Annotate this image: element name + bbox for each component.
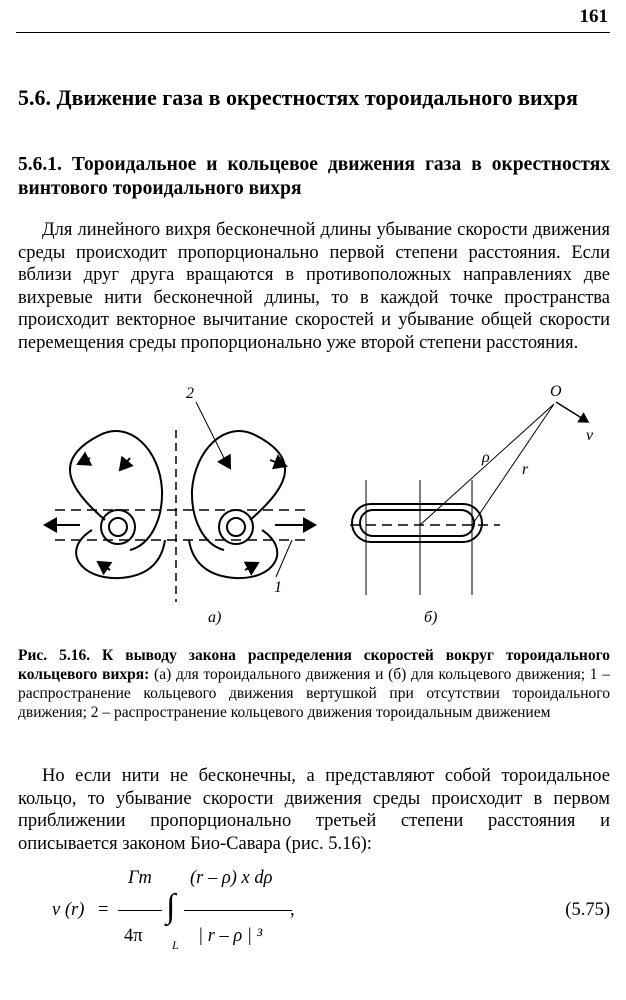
integral-sign: ∫ (166, 888, 176, 925)
header-rule (16, 32, 610, 33)
formula-num1: Γт (128, 868, 152, 888)
section-title: 5.6. Движение газа в окрестностях тороидального вихря (18, 85, 578, 110)
caption-title: Рис. 5.16. К выводу закона распределения скоростей вокруг тороидального кольцевого вихря: (18, 647, 610, 683)
equation-number: (5.75) (565, 900, 610, 920)
paragraph-2: Но если нити не бесконечны, а представляют собой тороидальное кольцо, то убывание скорости движения среды происходит в первом приближении пропорционально третьей степени расстояния и описывается законом Био-Савара (рис. 5.16): (18, 766, 610, 854)
formula-den1: 4π (124, 926, 143, 946)
figure-drawing (30, 380, 610, 630)
formula-num2: (r – ρ) x dρ (190, 868, 273, 888)
formula-5-75 (18, 862, 610, 962)
formula-lhs: v (r) (52, 900, 85, 920)
formula-den2: | r – ρ | ³ (198, 926, 263, 946)
figure-5-16 (30, 380, 610, 630)
page-number: 161 (579, 6, 608, 27)
vector-r: r (522, 461, 529, 478)
figure-caption (18, 646, 610, 722)
label-a: а) (208, 609, 222, 626)
paragraph-1: Для линейного вихря бесконечной длины убывание скорости движения среды происходит пропорционально первой степени расстояния. Если вблизи друг друга вращаются в противоположных направлениях две вихревые нити бесконечной длины, то в каждой точке пространства происходит векторное вычитание скоростей и убывание общей скорости перемещения среды пропорционально уже второй степени расстояния. (18, 220, 610, 353)
vector-rho: ρ (482, 449, 490, 466)
marker-2: 2 (186, 385, 194, 402)
formula-comma: , (290, 900, 295, 920)
fraction-bar-1 (118, 910, 162, 911)
integral-limit: L (172, 938, 179, 952)
caption-text: (а) для тороидального движения и (б) для кольцевого движения; 1 – распространение кольцевого движения вертушкой при отсутствии тороидального движения; 2 – распространение кольцевого движения тороидальным движением (18, 666, 610, 721)
fraction-bar-2 (184, 910, 292, 911)
label-b: б) (424, 609, 438, 626)
marker-1: 1 (274, 579, 282, 596)
formula-equals: = (98, 900, 109, 920)
point-o: O (550, 383, 562, 400)
vector-v: v (586, 427, 594, 444)
subsection-title: 5.6.1. Тороидальное и кольцевое движения газа в окрестностях винтового тороидального вихря (18, 154, 610, 199)
